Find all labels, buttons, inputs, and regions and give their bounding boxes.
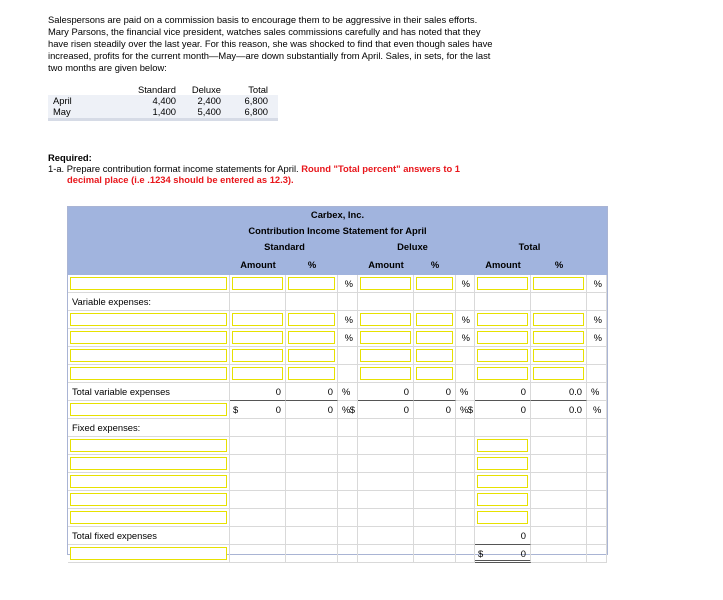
grid-cell: [68, 365, 230, 383]
sales-rows: [48, 95, 278, 121]
statement-row: [68, 509, 607, 527]
grid-cell: [456, 311, 475, 329]
line-item-label-input[interactable]: [70, 367, 227, 380]
statement-row: [68, 365, 607, 383]
sales-total-value: 6,800: [244, 95, 268, 106]
percent-sign: %: [593, 404, 602, 415]
grid-cell: [531, 527, 587, 545]
grid-cell: [68, 275, 230, 293]
statement-row: [68, 311, 607, 329]
grid-cell: [358, 473, 414, 491]
amount-input[interactable]: [232, 277, 283, 290]
grid-cell: [338, 329, 358, 347]
sales-row-may: [48, 106, 278, 121]
line-item-label-input[interactable]: [70, 403, 227, 416]
amount-input[interactable]: [416, 277, 453, 290]
grid-cell: [456, 419, 475, 437]
amount-input[interactable]: [533, 313, 584, 326]
grid-cell: [531, 401, 587, 419]
grid-cell: [587, 329, 607, 347]
grid-cell: [230, 293, 286, 311]
dollar-sign: $: [478, 548, 484, 559]
percent-sign: %: [461, 278, 470, 289]
grid-cell: [531, 419, 587, 437]
statement-row: [68, 437, 607, 455]
grid-cell: [68, 311, 230, 329]
grid-cell: [475, 275, 531, 293]
grid-cell: [475, 419, 531, 437]
grid-cell: [338, 419, 358, 437]
statement-row: [68, 455, 607, 473]
sales-row-label: May: [53, 106, 71, 117]
grid-cell: [475, 347, 531, 365]
grid-cell: [358, 419, 414, 437]
grid-cell: [230, 347, 286, 365]
grid-cell: [358, 383, 414, 401]
amount-input[interactable]: [477, 457, 528, 470]
grid-cell: [358, 527, 414, 545]
grid-cell: [456, 329, 475, 347]
amount-input[interactable]: [477, 439, 528, 452]
amount-input[interactable]: [477, 313, 528, 326]
grid-cell: [358, 365, 414, 383]
grid-cell: [587, 383, 607, 401]
grid-cell: [475, 545, 531, 563]
fixed-expenses-row: [68, 419, 607, 437]
grid-cell: [286, 347, 338, 365]
grid-cell: [587, 527, 607, 545]
grid-cell: [286, 491, 338, 509]
grid-cell: [286, 509, 338, 527]
grid-cell: [230, 419, 286, 437]
grid-cell: [475, 527, 531, 545]
grid-cell: [456, 491, 475, 509]
grid-cell: [475, 437, 531, 455]
line-item-label-input[interactable]: [70, 313, 227, 326]
grid-cell: [68, 437, 230, 455]
amount-input[interactable]: [288, 313, 335, 326]
dollar-sign: $: [349, 404, 355, 415]
grid-cell: [338, 365, 358, 383]
grid-cell: [414, 419, 456, 437]
grid-cell: [531, 293, 587, 311]
amount-input[interactable]: [477, 277, 528, 290]
col-deluxe-amount: Amount: [368, 259, 404, 270]
grid-cell: [587, 365, 607, 383]
section-label: Variable expenses:: [72, 296, 152, 307]
grid-cell: [358, 329, 414, 347]
grid-cell: [230, 437, 286, 455]
grid-cell: [230, 311, 286, 329]
computed-value: 0: [445, 386, 451, 397]
grid-cell: [587, 275, 607, 293]
grid-cell: [414, 329, 456, 347]
grid-cell: [68, 455, 230, 473]
amount-input[interactable]: [477, 511, 528, 524]
amount-input[interactable]: [416, 331, 453, 344]
percent-sign: %: [593, 332, 602, 343]
grid-cell: [230, 383, 286, 401]
grid-cell: [68, 545, 230, 563]
line-item-label-input[interactable]: [70, 457, 227, 470]
grid-cell: [475, 383, 531, 401]
grid-cell: [531, 329, 587, 347]
computed-value: 0.0: [568, 404, 582, 415]
grid-cell: [414, 347, 456, 365]
grid-cell: [230, 509, 286, 527]
amount-input[interactable]: [533, 367, 584, 380]
percent-sign: %: [344, 314, 353, 325]
computed-value: 0: [403, 386, 409, 397]
grid-cell: [230, 491, 286, 509]
grid-cell: [68, 473, 230, 491]
total-variable-row: [68, 383, 607, 401]
amount-input[interactable]: [477, 367, 528, 380]
grid-cell: [531, 365, 587, 383]
grid-cell: [414, 311, 456, 329]
grid-cell: [338, 275, 358, 293]
grid-cell: [414, 491, 456, 509]
problem-intro: Salespersons are paid on a commission basis to encourage them to be aggressive in their sales efforts. Mary Parsons, the financial vice president, watches sales commissions carefully and has noted that they have risen steadily over the last year. For this reason, she was shocked to find that even though sales have increased, profits for the current month—May—are down substantially from April. Sales, in sets, for the last two months are given below:: [48, 14, 493, 73]
dollar-sign: $: [467, 404, 473, 415]
total-label: Total variable expenses: [72, 386, 170, 397]
grid-cell: [456, 275, 475, 293]
sales-standard-value: 4,400: [152, 95, 176, 106]
grid-cell: [68, 383, 230, 401]
computed-value: 0: [327, 404, 333, 415]
grid-cell: [587, 473, 607, 491]
grid-cell: [475, 293, 531, 311]
grid-cell: [414, 365, 456, 383]
percent-sign: %: [461, 332, 470, 343]
computed-value: 0: [327, 386, 333, 397]
grid-cell: [456, 365, 475, 383]
computed-value: 0: [275, 404, 281, 415]
grid-cell: [68, 293, 230, 311]
grid-cell: [358, 491, 414, 509]
amount-input[interactable]: [232, 313, 283, 326]
group-deluxe: Deluxe: [397, 241, 428, 252]
statement-row: [68, 275, 607, 293]
amount-input[interactable]: [533, 331, 584, 344]
amount-input[interactable]: [232, 367, 283, 380]
amount-input[interactable]: [416, 349, 453, 362]
total-label: Total fixed expenses: [72, 530, 157, 541]
amount-input[interactable]: [533, 277, 584, 290]
net-income-row: [68, 545, 607, 563]
grid-cell: [456, 437, 475, 455]
grid-cell: [286, 275, 338, 293]
grid-cell: [358, 293, 414, 311]
grid-cell: [230, 455, 286, 473]
amount-input[interactable]: [360, 313, 411, 326]
amount-input[interactable]: [477, 349, 528, 362]
grid-cell: [230, 401, 286, 419]
grid-cell: [531, 473, 587, 491]
grid-cell: [230, 365, 286, 383]
grid-cell: [286, 365, 338, 383]
col-standard-amount: Amount: [240, 259, 276, 270]
amount-input[interactable]: [533, 349, 584, 362]
grid-cell: [230, 275, 286, 293]
grid-cell: [338, 527, 358, 545]
percent-sign: %: [593, 278, 602, 289]
group-header-row: [68, 239, 607, 257]
grid-cell: [414, 455, 456, 473]
amount-input[interactable]: [416, 313, 453, 326]
grid-cell: [338, 473, 358, 491]
section-label: Fixed expenses:: [72, 422, 141, 433]
grid-cell: [414, 383, 456, 401]
amount-input[interactable]: [477, 475, 528, 488]
grid-cell: [358, 401, 414, 419]
grid-cell: [531, 311, 587, 329]
line-item-label-input[interactable]: [70, 493, 227, 506]
grid-cell: [414, 293, 456, 311]
grid-cell: [475, 491, 531, 509]
grid-cell: [286, 383, 338, 401]
grid-cell: [358, 509, 414, 527]
amount-input[interactable]: [360, 277, 411, 290]
grid-cell: [456, 293, 475, 311]
amount-input[interactable]: [288, 367, 335, 380]
grid-cell: [475, 311, 531, 329]
statement-title: Contribution Income Statement for April: [68, 223, 607, 239]
grid-cell: [338, 509, 358, 527]
grid-cell: [456, 509, 475, 527]
grid-cell: [68, 509, 230, 527]
grid-cell: [68, 491, 230, 509]
sales-deluxe-value: 2,400: [197, 95, 221, 106]
grid-cell: [286, 545, 338, 563]
sales-table-header: [48, 84, 278, 95]
grid-cell: [286, 527, 338, 545]
amount-input[interactable]: [477, 331, 528, 344]
grid-cell: [531, 347, 587, 365]
grid-cell: [456, 545, 475, 563]
grid-cell: [68, 527, 230, 545]
line-item-label-input[interactable]: [70, 277, 227, 290]
computed-value: 0: [520, 530, 526, 541]
grid-cell: [475, 455, 531, 473]
grid-cell: [230, 473, 286, 491]
grid-cell: [338, 437, 358, 455]
total-fixed-row: [68, 527, 607, 545]
grid-cell: [338, 545, 358, 563]
grid-cell: [414, 473, 456, 491]
computed-value: 0: [275, 386, 281, 397]
computed-value: 0: [445, 404, 451, 415]
grid-cell: [587, 455, 607, 473]
line-item-label-input[interactable]: [70, 349, 227, 362]
percent-sign: %: [344, 332, 353, 343]
amount-input[interactable]: [416, 367, 453, 380]
line-item-label-input[interactable]: [70, 475, 227, 488]
grid-cell: [338, 455, 358, 473]
grid-cell: [531, 455, 587, 473]
required-heading: Required:: [48, 152, 92, 163]
sales-row-label: April: [53, 95, 72, 106]
computed-value: 0: [403, 404, 409, 415]
sales-table: [48, 84, 278, 125]
grid-cell: [230, 545, 286, 563]
grid-cell: [531, 275, 587, 293]
grid-cell: [286, 401, 338, 419]
grid-cell: [456, 527, 475, 545]
grid-cell: [230, 527, 286, 545]
sales-header-deluxe: Deluxe: [191, 84, 221, 95]
grid-cell: [531, 491, 587, 509]
grid-cell: [286, 437, 338, 455]
grid-cell: [68, 347, 230, 365]
col-total-pct: %: [554, 259, 564, 270]
grid-cell: [456, 473, 475, 491]
computed-value: 0.0: [568, 386, 582, 397]
grid-cell: [531, 509, 587, 527]
grid-cell: [358, 437, 414, 455]
percent-sign: %: [593, 314, 602, 325]
sales-total-value: 6,800: [244, 106, 268, 117]
col-standard-pct: %: [307, 259, 317, 270]
sales-header-total: Total: [248, 84, 268, 95]
grid-cell: [475, 365, 531, 383]
grid-cell: [587, 311, 607, 329]
amount-input[interactable]: [360, 331, 411, 344]
statement-row: [68, 473, 607, 491]
grid-cell: [68, 329, 230, 347]
grid-cell: [587, 293, 607, 311]
grid-cell: [475, 509, 531, 527]
percent-sign: %: [460, 386, 469, 397]
grid-cell: [475, 401, 531, 419]
required-section: [48, 152, 460, 185]
line-item-label-input[interactable]: [70, 439, 227, 452]
grid-cell: [475, 329, 531, 347]
grid-cell: [286, 473, 338, 491]
line-item-label-input[interactable]: [70, 547, 227, 560]
grid-cell: [230, 329, 286, 347]
line-item-label-input[interactable]: [70, 331, 227, 344]
statement-row: [68, 347, 607, 365]
grid-cell: [286, 311, 338, 329]
grid-cell: [338, 491, 358, 509]
grid-cell: [286, 329, 338, 347]
percent-sign: %: [344, 278, 353, 289]
grid-cell: [68, 401, 230, 419]
grid-cell: [358, 275, 414, 293]
grid-cell: [531, 383, 587, 401]
grid-cell: [475, 473, 531, 491]
percent-sign: %: [460, 404, 469, 415]
amount-input[interactable]: [360, 367, 411, 380]
income-statement-grid: [67, 206, 608, 559]
amount-input[interactable]: [232, 349, 283, 362]
grid-cell: [338, 383, 358, 401]
grid-cell: [338, 347, 358, 365]
grid-cell: [358, 347, 414, 365]
computed-value: 0: [520, 404, 526, 415]
sales-standard-value: 1,400: [152, 106, 176, 117]
sales-deluxe-value: 5,400: [197, 106, 221, 117]
grid-cell: [286, 293, 338, 311]
grid-cell: [587, 347, 607, 365]
grid-cell: [414, 527, 456, 545]
grid-cell: [414, 545, 456, 563]
col-total-amount: Amount: [485, 259, 521, 270]
contribution-margin-row: [68, 401, 607, 419]
grid-cell: [358, 311, 414, 329]
grid-cell: [358, 455, 414, 473]
grid-cell: [414, 509, 456, 527]
statement-row: [68, 491, 607, 509]
question-text: 1-a. Prepare contribution format income statements for April.: [48, 163, 302, 174]
variable-expenses-row: [68, 293, 607, 311]
rounding-instruction: Round "Total percent" answers to 1: [301, 163, 460, 174]
percent-sign: %: [591, 386, 600, 397]
amount-input[interactable]: [360, 349, 411, 362]
company-name: Carbex, Inc.: [68, 207, 607, 223]
grid-cell: [286, 455, 338, 473]
amount-input[interactable]: [232, 331, 283, 344]
percent-sign: %: [461, 314, 470, 325]
grid-cell: [414, 401, 456, 419]
grid-cell: [587, 491, 607, 509]
percent-sign: %: [342, 404, 351, 415]
group-standard: Standard: [264, 241, 305, 252]
amount-input[interactable]: [288, 331, 335, 344]
grid-cell: [587, 509, 607, 527]
rounding-instruction-2: decimal place (i.e .1234 should be entered as 12.3).: [67, 174, 294, 185]
percent-sign: %: [342, 386, 351, 397]
grid-cell: [456, 347, 475, 365]
grid-cell: [414, 275, 456, 293]
grid-cell: [358, 545, 414, 563]
grid-cell: [338, 293, 358, 311]
grid-cell: [531, 545, 587, 563]
grid-cell: [68, 419, 230, 437]
computed-value: 0: [520, 548, 526, 559]
line-item-label-input[interactable]: [70, 511, 227, 524]
grid-cell: [587, 437, 607, 455]
group-total: Total: [518, 241, 541, 252]
grid-cell: [587, 419, 607, 437]
grid-cell: [587, 401, 607, 419]
grid-cell: [531, 437, 587, 455]
column-header-row: [68, 257, 607, 275]
statement-row: [68, 329, 607, 347]
computed-value: 0: [520, 386, 526, 397]
sales-header-standard: Standard: [137, 84, 176, 95]
grid-cell: [456, 401, 475, 419]
sales-row-april: [48, 95, 278, 106]
amount-input[interactable]: [288, 349, 335, 362]
grid-cell: [338, 401, 358, 419]
grid-cell: [456, 383, 475, 401]
grid-cell: [338, 311, 358, 329]
dollar-sign: $: [233, 404, 239, 415]
amount-input[interactable]: [288, 277, 335, 290]
grid-cell: [587, 545, 607, 563]
grid-cell: [414, 437, 456, 455]
amount-input[interactable]: [477, 493, 528, 506]
grid-cell: [456, 455, 475, 473]
grid-cell: [286, 419, 338, 437]
col-deluxe-pct: %: [430, 259, 440, 270]
